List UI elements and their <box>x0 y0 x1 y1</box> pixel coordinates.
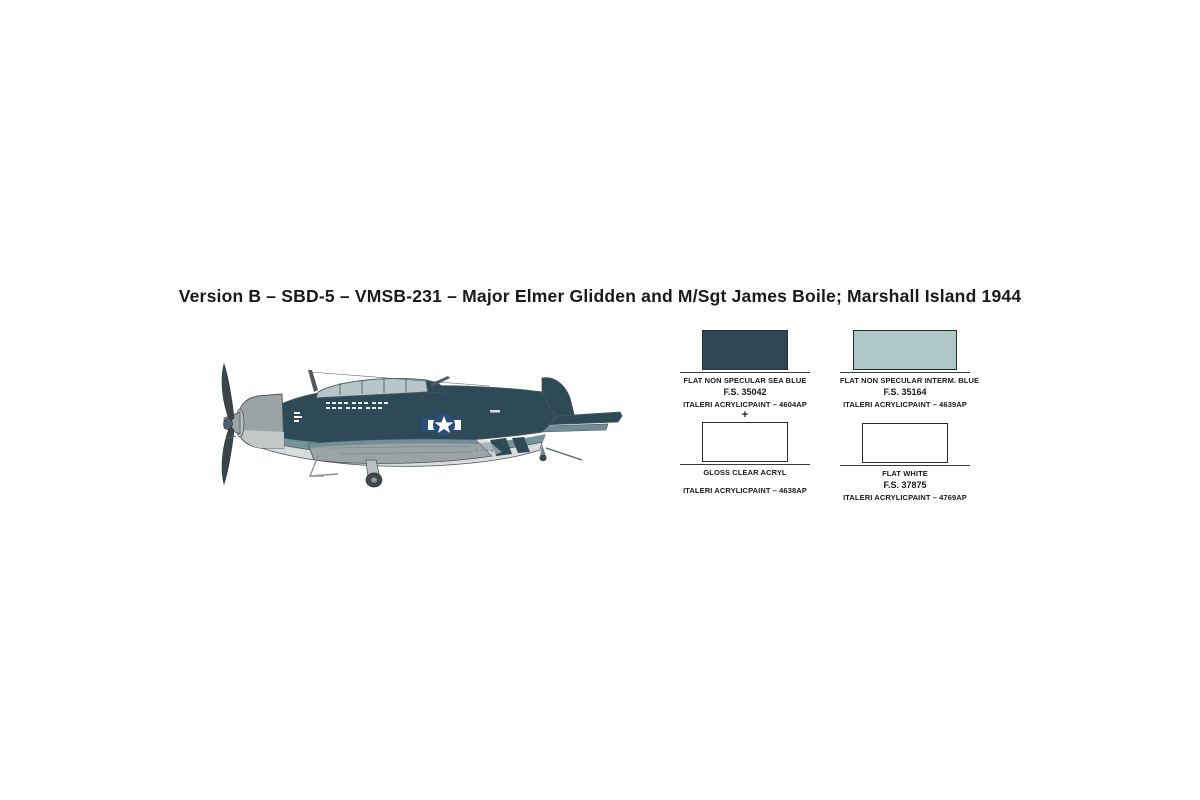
paint-name: FLAT NON SPECULAR SEA BLUE <box>683 376 807 385</box>
paint-swatch-sea-blue <box>702 330 788 370</box>
paint-product-code: ITALERI ACRYLICPAINT – 4604AP <box>683 400 807 409</box>
paint-fs-code: F.S. 35042 <box>723 387 767 397</box>
paint-swatch-intermediate-blue <box>853 330 957 370</box>
divider <box>840 465 970 466</box>
page-title: Version B – SBD-5 – VMSB-231 – Major Elmer Glidden and M/Sgt James Boile; Marshall Island 1944 <box>178 286 1022 306</box>
divider <box>680 372 810 373</box>
plus-separator: + <box>741 409 749 421</box>
paint-product-code: ITALERI ACRYLICPAINT – 4639AP <box>843 400 967 409</box>
paint-column-right <box>840 330 980 502</box>
paint-product-code: ITALERI ACRYLICPAINT – 4769AP <box>843 493 967 502</box>
paint-name: FLAT NON SPECULAR INTERM. BLUE <box>840 376 980 385</box>
paint-column-left <box>680 330 810 495</box>
paint-fs-code: F.S. 37875 <box>883 480 927 490</box>
paint-swatch-flat-white <box>862 423 948 463</box>
paint-swatch-gloss-clear <box>702 422 788 462</box>
paint-product-code: ITALERI ACRYLICPAINT – 4638AP <box>683 486 807 495</box>
paint-name: GLOSS CLEAR ACRYL <box>703 468 787 477</box>
paint-entry-flat-white <box>840 423 970 502</box>
paint-entry-sea-blue <box>680 330 810 409</box>
paint-entry-intermediate-blue <box>840 330 980 409</box>
paint-name: FLAT WHITE <box>882 469 928 478</box>
paint-reference-panel <box>680 330 980 515</box>
aircraft-profile-illustration <box>190 340 650 515</box>
paint-fs-code: F.S. 35164 <box>883 387 927 397</box>
divider <box>840 372 970 373</box>
paint-entry-gloss-clear <box>680 422 810 495</box>
divider <box>680 464 810 465</box>
